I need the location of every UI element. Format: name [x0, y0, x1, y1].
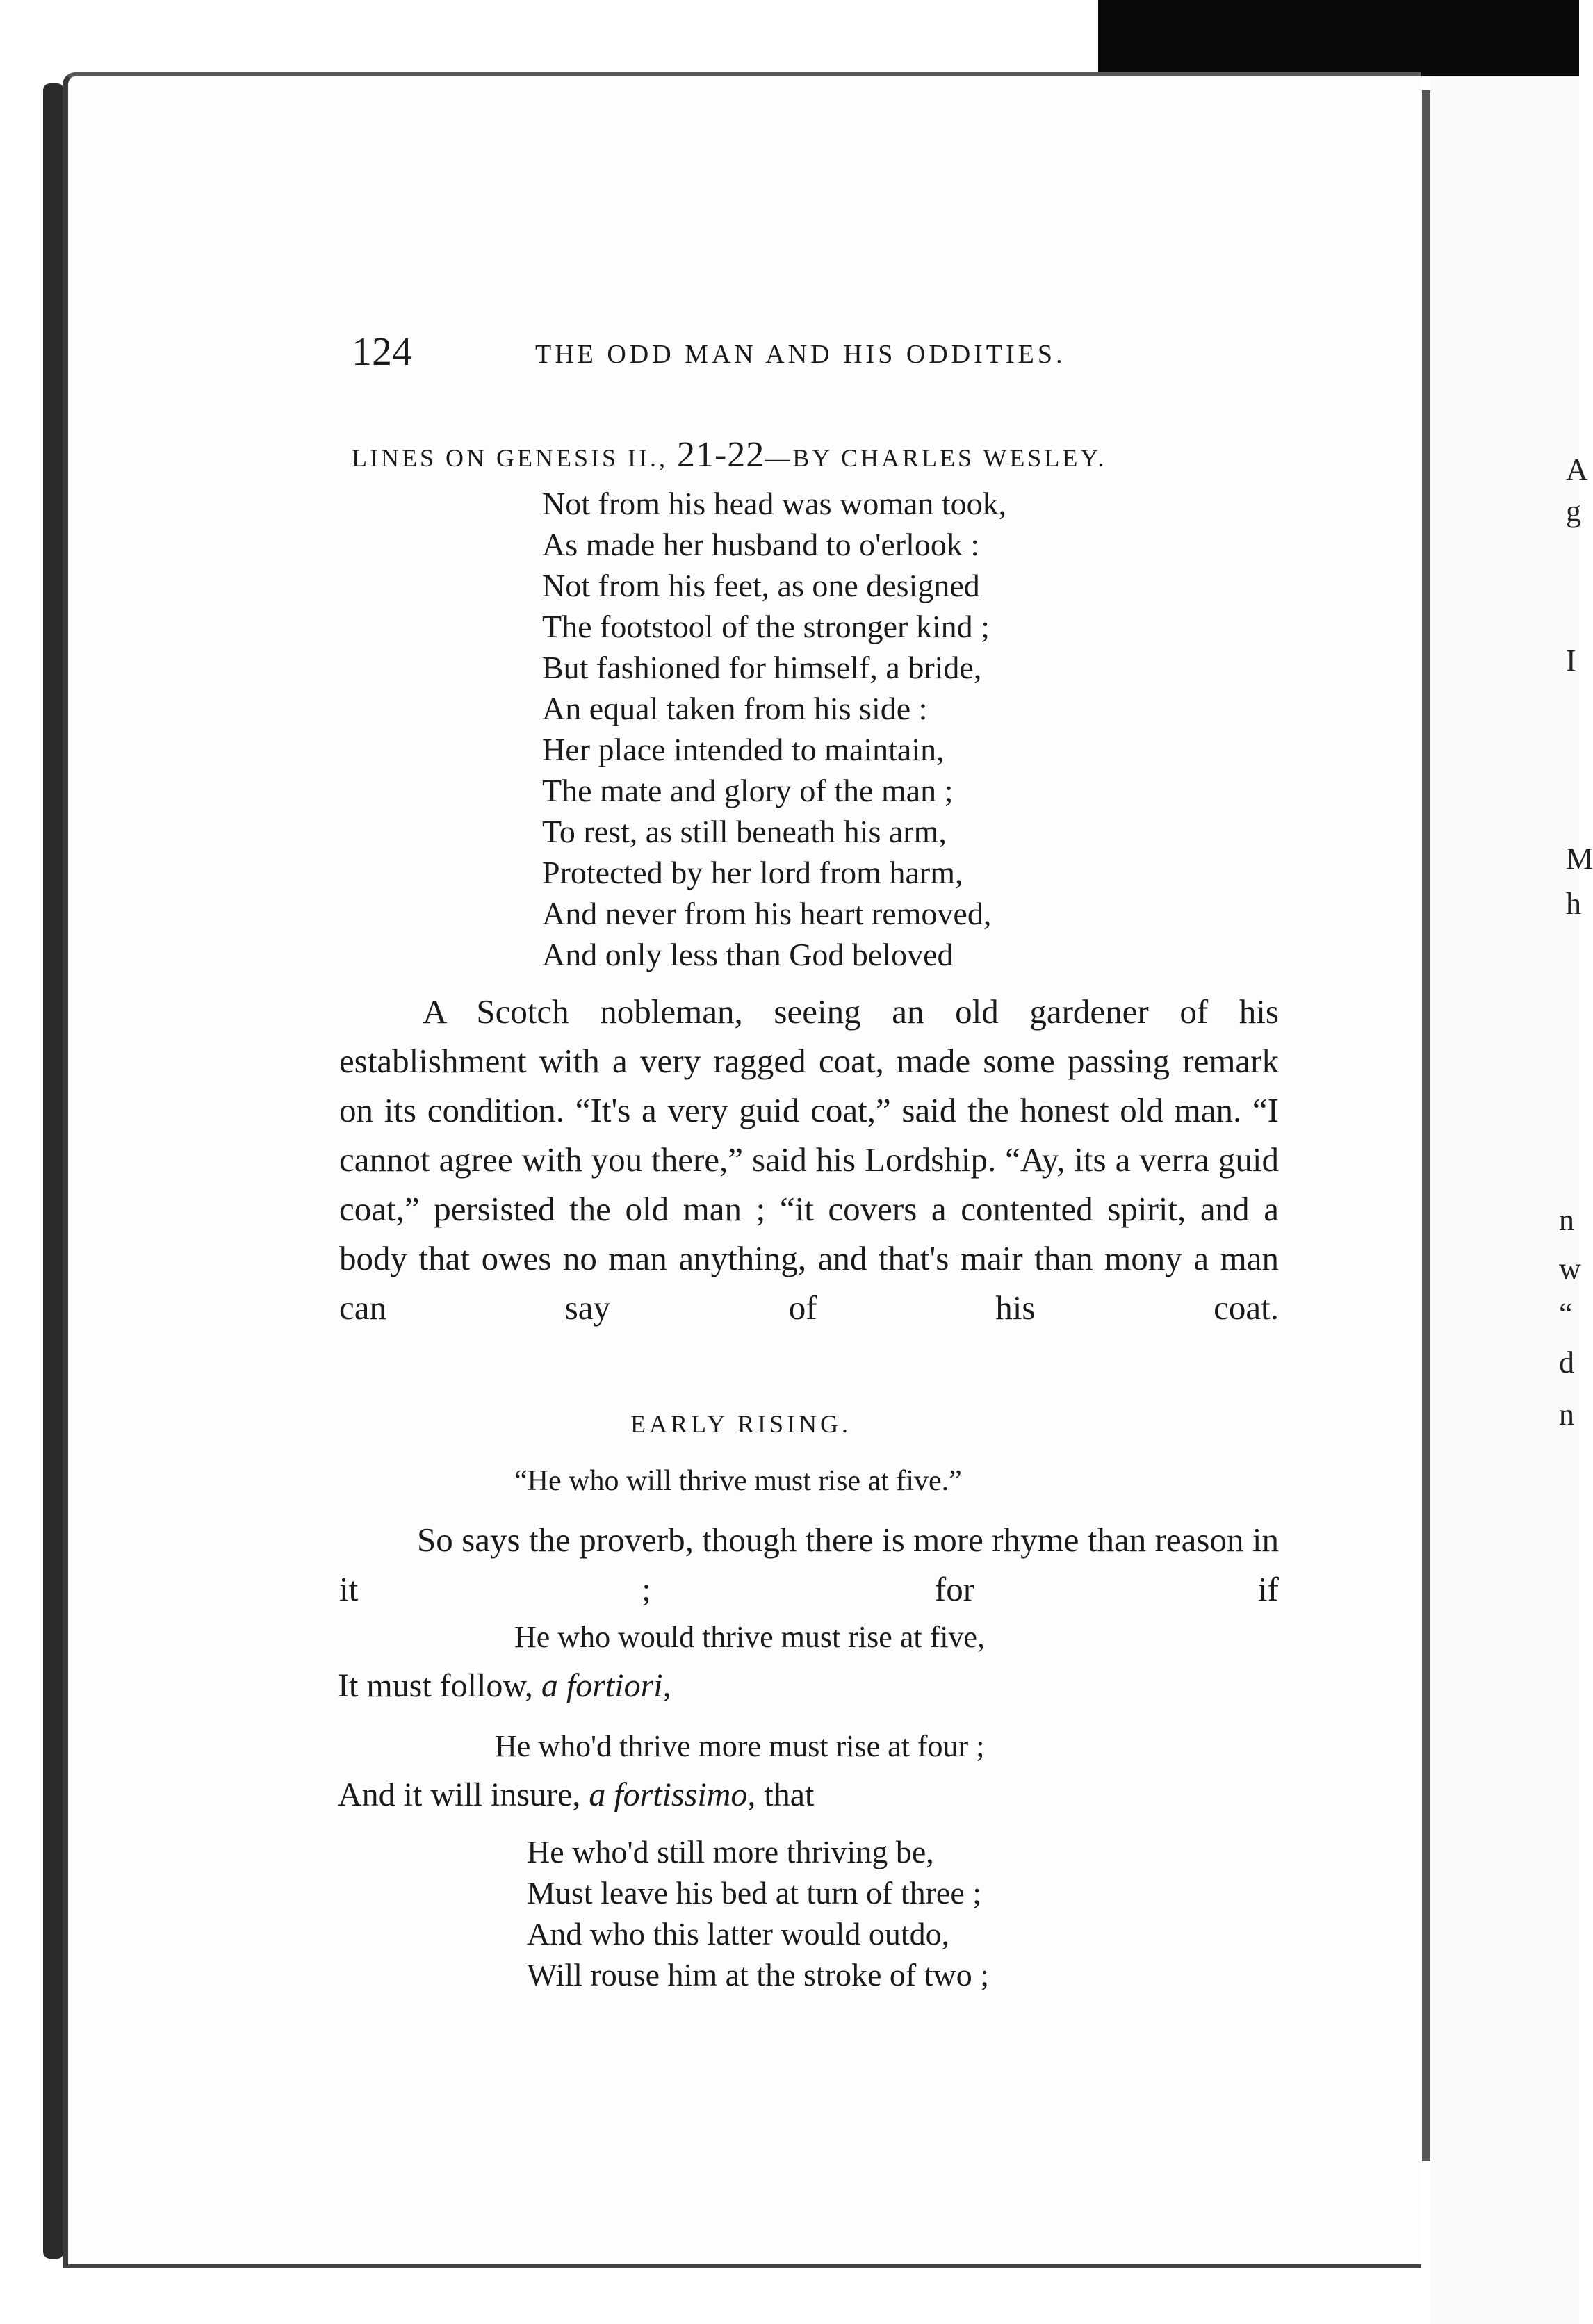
facing-page	[1430, 76, 1593, 2324]
facing-page-fragment: I	[1566, 644, 1576, 678]
poem-line: The footstool of the stronger kind ;	[542, 609, 990, 644]
page-number: 124	[352, 329, 412, 374]
facing-page-fragment: “	[1559, 1297, 1573, 1331]
verse-line: He who would thrive must rise at five,	[514, 1620, 985, 1654]
poem-line: And only less than God beloved	[542, 937, 954, 972]
verse-line: And who this latter would outdo,	[527, 1916, 950, 1951]
poem-line: Protected by her lord from harm,	[542, 855, 963, 890]
verse-line: Will rouse him at the stroke of two ;	[527, 1957, 990, 1992]
poem-line: As made her husband to o'erlook :	[542, 527, 980, 562]
poem-line: Not from his feet, as one designed	[542, 568, 980, 603]
facing-page-fragment: h	[1566, 887, 1581, 921]
facing-page-fragment: M	[1566, 842, 1593, 876]
verse-line: He who'd thrive more must rise at four ;	[495, 1729, 985, 1763]
facing-page-fragment: A	[1566, 452, 1588, 486]
follow-text: It must follow,	[338, 1667, 541, 1704]
insure-line	[338, 1776, 814, 1814]
book-gutter	[1422, 90, 1430, 2161]
anecdote-paragraph	[339, 987, 1279, 1332]
facing-page-fragment: n	[1559, 1398, 1574, 1432]
facing-page-fragment: d	[1559, 1345, 1574, 1380]
follow-line	[338, 1667, 671, 1705]
facing-page-fragment: n	[1559, 1203, 1574, 1237]
latin-phrase: a fortissimo,	[589, 1776, 756, 1813]
proverb-text: So says the proverb, though there is more rhyme than reason in it ; for if	[339, 1521, 1279, 1608]
facing-page-fragment: w	[1559, 1252, 1581, 1286]
poem-title-prefix: LINES ON GENESIS II.,	[352, 444, 677, 472]
running-title: THE ODD MAN AND HIS ODDITIES.	[535, 340, 1066, 369]
proverb-paragraph	[339, 1515, 1279, 1614]
poem-line: An equal taken from his side :	[542, 691, 928, 726]
poem-line: Her place intended to maintain,	[542, 732, 945, 767]
insure-text: And it will insure,	[338, 1776, 589, 1813]
poem-title-author: —BY CHARLES WESLEY.	[765, 444, 1107, 472]
poem-body	[542, 483, 1006, 975]
facing-page-fragment: g	[1566, 494, 1581, 528]
verse-line: He who'd still more thriving be,	[527, 1834, 934, 1869]
poem-line: The mate and glory of the man ;	[542, 773, 954, 808]
verse-line: Must leave his bed at turn of three ;	[527, 1875, 982, 1910]
closing-verse	[527, 1831, 989, 1995]
poem-title-verses: 21-22	[676, 435, 765, 475]
section-title: EARLY RISING.	[630, 1410, 852, 1438]
insure-text-end: that	[755, 1776, 815, 1813]
poem-line: To rest, as still beneath his arm,	[542, 814, 947, 849]
poem-title	[352, 434, 1107, 475]
poem-line: Not from his head was woman took,	[542, 486, 1007, 521]
proverb-quote: “He who will thrive must rise at five.”	[514, 1465, 962, 1497]
anecdote-text: A Scotch nobleman, seeing an old gardener of his establishment with a very ragged coat, made some passing remark on its condition. “It's a very guid coat,” said the honest old man. “I cannot agree with you there,” said his Lordship. “Ay, its a verra guid coat,” persisted the old man ; “it covers a contented spirit, and a body that owes no man anything, and that's mair than mony a man can say of his coat.	[339, 992, 1279, 1327]
poem-line: But fashioned for himself, a bride,	[542, 650, 982, 685]
scan-border-top	[1098, 0, 1579, 76]
page-edge-shadow	[43, 83, 64, 2259]
poem-line: And never from his heart removed,	[542, 896, 992, 931]
latin-phrase: a fortiori,	[541, 1667, 671, 1704]
